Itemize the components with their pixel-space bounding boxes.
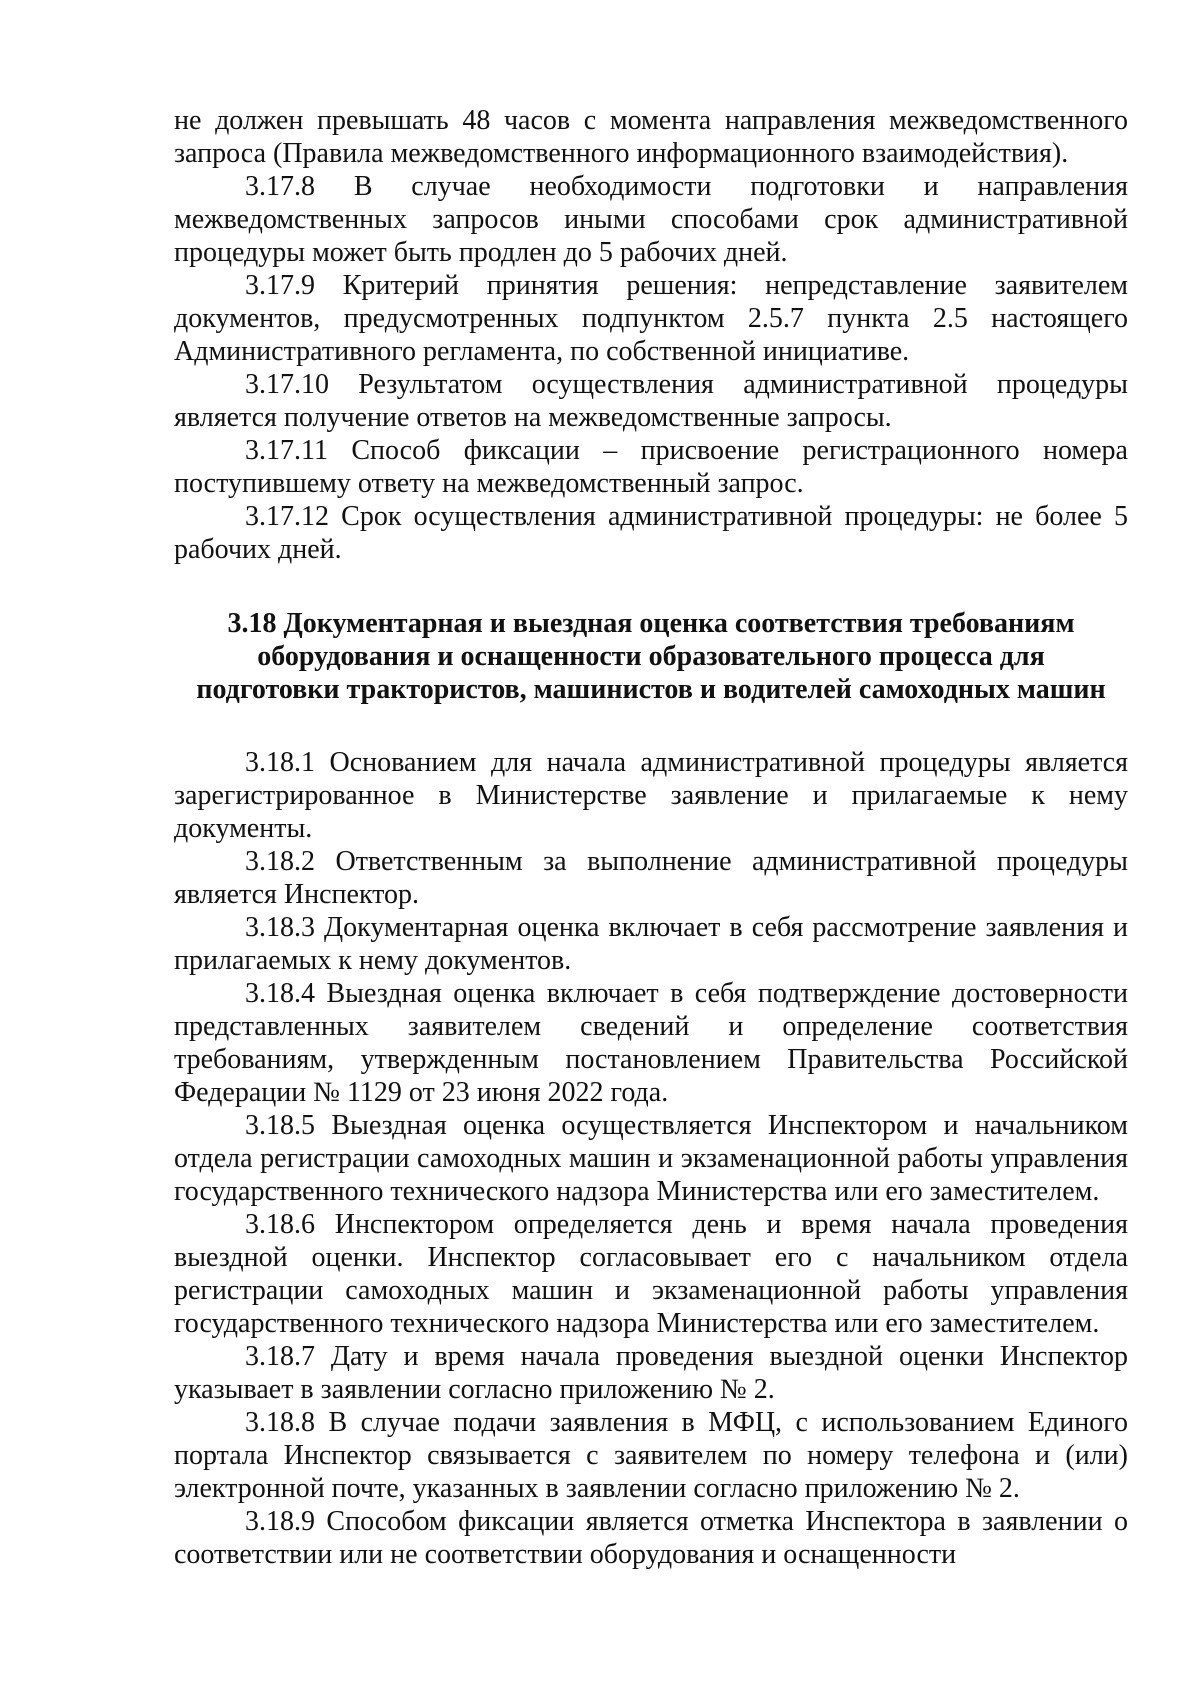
- paragraph-3-18-8: 3.18.8 В случае подачи заявления в МФЦ, с использованием Единого портала Инспектор связывается с заявителем по номеру телефона и (или) электронной почте, указанных в заявлении согласно приложению № 2.: [174, 1407, 1128, 1504]
- intro-paragraph: не должен превышать 48 часов с момента направления межведомственного запроса (Правила межведомственного информационного взаимодействия).: [174, 105, 1128, 169]
- heading-line-2: оборудования и оснащенности образовательного процесса для: [257, 641, 1045, 672]
- paragraph-3-18-2: 3.18.2 Ответственным за выполнение административной процедуры является Инспектор.: [174, 846, 1128, 910]
- section-3-18: [174, 746, 1128, 1571]
- paragraph-3-17-8: 3.17.8 В случае необходимости подготовки и направления межведомственных запросов иными способами срок административной процедуры может быть продлен до 5 рабочих дней.: [174, 171, 1128, 268]
- paragraph-3-18-5: 3.18.5 Выездная оценка осуществляется Инспектором и начальником отдела регистрации самоходных машин и экзаменационной работы управления государственного технического надзора Министерства или его заместителем.: [174, 1110, 1128, 1207]
- paragraph-3-18-6: 3.18.6 Инспектором определяется день и время начала проведения выездной оценки. Инспектор согласовывает его с начальником отдела регистрации самоходных машин и экзаменационной работы управления государственного технического надзора Министерства или его заместителем.: [174, 1209, 1128, 1339]
- paragraph-3-18-4: 3.18.4 Выездная оценка включает в себя подтверждение достоверности представленных заявителем сведений и определение соответствия требованиям, утвержденным постановлением Правительства Российской Федерации № 1129 от 23 июня 2022 года.: [174, 978, 1128, 1108]
- paragraph-3-18-7: 3.18.7 Дату и время начала проведения выездной оценки Инспектор указывает в заявлении согласно приложению № 2.: [174, 1341, 1128, 1405]
- document-page: [174, 104, 1128, 1571]
- heading-line-1: 3.18 Документарная и выездная оценка соответствия требованиям: [227, 608, 1075, 639]
- paragraph-3-17-9: 3.17.9 Критерий принятия решения: непредставление заявителем документов, предусмотренных подпунктом 2.5.7 пункта 2.5 настоящего Административного регламента, по собственной инициативе.: [174, 270, 1128, 367]
- paragraph-3-17-12: 3.17.12 Срок осуществления административной процедуры: не более 5 рабочих дней.: [174, 501, 1128, 565]
- section-3-17: [174, 170, 1128, 566]
- heading-line-3: подготовки трактористов, машинистов и водителей самоходных машин: [196, 674, 1106, 705]
- paragraph-3-18-9: 3.18.9 Способом фиксации является отметка Инспектора в заявлении о соответствии или не соответствии оборудования и оснащенности: [174, 1506, 1128, 1570]
- paragraph-3-18-3: 3.18.3 Документарная оценка включает в себя рассмотрение заявления и прилагаемых к нему документов.: [174, 912, 1128, 976]
- paragraph-3-17-11: 3.17.11 Способ фиксации – присвоение регистрационного номера поступившему ответу на межведомственный запрос.: [174, 435, 1128, 499]
- section-heading-3-18: [174, 607, 1128, 706]
- paragraph-3-17-10: 3.17.10 Результатом осуществления административной процедуры является получение ответов на межведомственные запросы.: [174, 369, 1128, 433]
- paragraph-3-18-1: 3.18.1 Основанием для начала административной процедуры является зарегистрированное в Министерстве заявление и прилагаемые к нему документы.: [174, 747, 1128, 844]
